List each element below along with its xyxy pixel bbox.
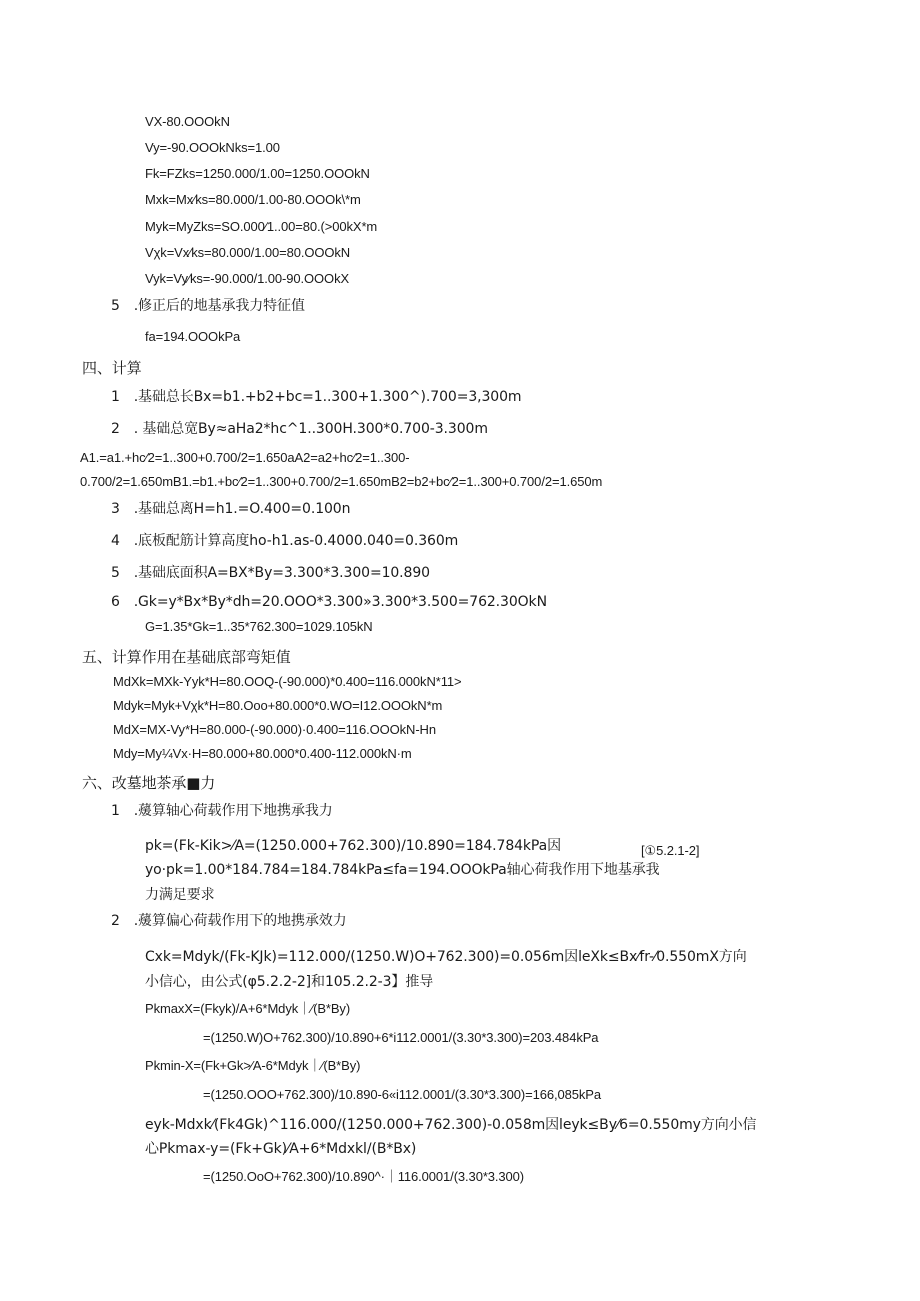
text-line: G=1.35*Gk=1..35*762.300=1029.105kN xyxy=(145,619,373,634)
section-item: 5 .修正后的地基承我力特征值 xyxy=(111,298,305,314)
text-line: MdXk=MXk-Yyk*H=80.OOQ-(-90.000)*0.400=116.000kN*11> xyxy=(113,674,462,689)
reference-label: [①5.2.1-2] xyxy=(641,843,700,858)
text-line: =(1250.OOO+762.300)/10.890-6«i112.0001/(3.30*3.300)=166,085kPa xyxy=(203,1087,601,1102)
text-line: Vχk=Vx⁄ks=80.000/1.00=80.OOOkN xyxy=(145,245,351,260)
text-line: yo·pk=1.00*184.784=184.784kPa≤fa=194.OOOkPa轴心荷我作用下地基承我 xyxy=(145,862,660,878)
text-line: A1.=a1.+hc⁄2=1..300+0.700/2=1.650aA2=a2+hc⁄2=1..300- xyxy=(80,450,410,465)
text-line: eyk-Mdxk⁄(Fk4Gk)^116.000/(1250.000+762.300)-0.058m因leyk≤By⁄6=0.550my方向小信 xyxy=(145,1117,757,1133)
text-line: =(1250.OoO+762.300)/10.890^·｜116.0001/(3.30*3.300) xyxy=(203,1169,525,1184)
text-line: Myk=MyZks=SO.000⁄1..00=80.(>00kX*m xyxy=(145,219,378,234)
text-line: Fk=FZks=1250.000/1.00=1250.OOOkN xyxy=(145,166,370,181)
section-item: 5 .基础底面积A=BX*By=3.300*3.300=10.890 xyxy=(111,565,430,581)
text-line: 0.700/2=1.650mB1.=b1.+bc⁄2=1..300+0.700/2=1.650mB2=b2+bc⁄2=1..300+0.700/2=1.650m xyxy=(80,474,603,489)
section-heading: 六、改墓地茶承■力 xyxy=(82,774,216,792)
section-item: 2 . 基础总宽By≈aHa2*hc^1..300H.300*0.700-3.300m xyxy=(111,421,488,437)
text-line: Mdy=My¼Vx·H=80.000+80.000*0.400-112.000kN·m xyxy=(113,746,412,761)
text-line: pk=(Fk-Kik>⁄A=(1250.000+762.300)/10.890=184.784kPa因 xyxy=(145,838,562,854)
text-line: PkmaxX=(Fkyk)/A+6*Mdyk｜⁄(B*By) xyxy=(145,1001,351,1016)
text-line: Vyk=Vy⁄ks=-90.000/1.00-90.OOOkX xyxy=(145,271,350,286)
section-heading: 五、计算作用在基础底部弯矩值 xyxy=(82,648,291,666)
text-line: VX-80.OOOkN xyxy=(145,114,230,129)
section-item: 1 .基础总长Bx=b1.+b2+bc=1..300+1.300^).700=3,300m xyxy=(111,389,522,405)
text-line: Vy=-90.OOOkNks=1.00 xyxy=(145,140,280,155)
section-item: 2 .蕿算偏心荷载作用下的地携承效力 xyxy=(111,913,347,929)
section-item: 1 .蕿算轴心荷载作用下地携承我力 xyxy=(111,803,333,819)
text-line: 心Pkmax-y=(Fk+Gk)⁄A+6*Mdxkl/(B*Bx) xyxy=(145,1141,417,1157)
text-line: fa=194.OOOkPa xyxy=(145,329,241,344)
section-item: 6 .Gk=y*Bx*By*dh=20.OOO*3.300»3.300*3.500=762.30OkN xyxy=(111,594,547,610)
section-item: 3 .基础总离H=h1.=O.400=0.100n xyxy=(111,501,351,517)
text-line: Cxk=Mdyk/(Fk-KJk)=112.000/(1250.W)O+762.300)=0.056m因leXk≤Bx⁄fr-⁄0.550mX方向 xyxy=(145,949,747,965)
text-line: Mxk=Mx⁄ks=80.000/1.00-80.OOOk\*m xyxy=(145,192,361,207)
text-line: Mdyk=Myk+Vχk*H=80.Ooo+80.000*0.WO=I12.OOOkN*m xyxy=(113,698,443,713)
text-line: 小信心，由公式(φ5.2.2-2]和105.2.2-3】推导 xyxy=(145,974,434,990)
section-heading: 四、计算 xyxy=(82,359,142,377)
text-line: 力满足要求 xyxy=(145,887,215,903)
section-item: 4 .底板配筋计算高度ho-h1.as-0.4000.040=0.360m xyxy=(111,533,459,549)
text-line: Pkmin-X=(Fk+Gk>⁄A-6*Mdyk｜⁄(B*By) xyxy=(145,1058,361,1073)
text-line: =(1250.W)O+762.300)/10.890+6*i112.0001/(3.30*3.300)=203.484kPa xyxy=(203,1030,599,1045)
text-line: MdX=MX-Vy*H=80.000-(-90.000)·0.400=116.OOOkN-Hn xyxy=(113,722,436,737)
